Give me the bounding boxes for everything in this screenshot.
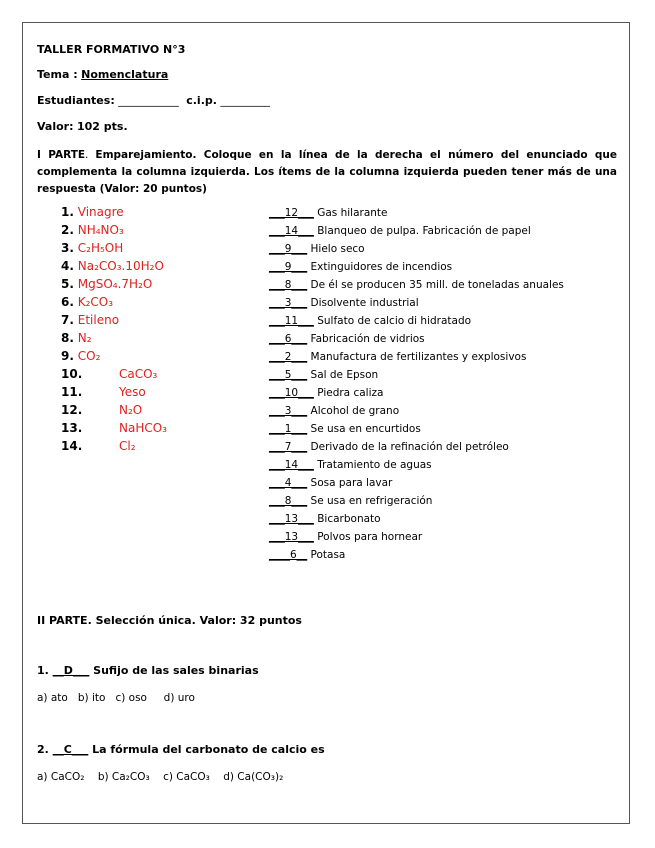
right-item-3: ___9___ Hielo seco (269, 243, 365, 255)
right-item-18: ___13___ Bicarbonato (269, 513, 381, 525)
tema-value: Nomenclatura (81, 68, 169, 81)
part2-heading-line (37, 614, 302, 627)
option: c) oso (115, 692, 147, 704)
question-1-answer: __D___ (52, 664, 90, 677)
valor-line (37, 120, 128, 133)
right-item-9: ___2___ Manufactura de fertilizantes y explosivos (269, 351, 527, 363)
right-item-5: ___8___ De él se producen 35 mill. de toneladas anuales (269, 279, 564, 291)
left-item-9: 9. CO₂ (61, 349, 101, 363)
left-item-12: 12. N₂O (61, 403, 143, 417)
left-item-2: 2. NH₄NO₃ (61, 223, 124, 237)
worksheet-title: TALLER FORMATIVO N°3 (37, 43, 186, 56)
right-item-8: ___6___ Fabricación de vidrios (269, 333, 425, 345)
left-item-10: 10. CaCO₃ (61, 367, 158, 381)
left-item-1: 1. Vinagre (61, 205, 124, 219)
right-item-6: ___3___ Disolvente industrial (269, 297, 419, 309)
right-item-2: ___14___ Blanqueo de pulpa. Fabricación de papel (269, 225, 531, 237)
question-1-text: Sufijo de las sales binarias (93, 664, 259, 677)
right-item-19: ___13___ Polvos para hornear (269, 531, 423, 543)
option: d) Ca(CO₃)₂ (223, 771, 284, 783)
option: b) ito (77, 692, 106, 704)
right-item-15: ___14___ Tratamiento de aguas (269, 459, 432, 471)
valor-label: Valor: (37, 120, 74, 133)
question-2-options (37, 771, 283, 783)
tema-line (37, 68, 168, 81)
left-item-4: 4. Na₂CO₃.10H₂O (61, 259, 164, 273)
question-2-text: La fórmula del carbonato de calcio es (92, 743, 325, 756)
right-item-12: ___3___ Alcohol de grano (269, 405, 400, 417)
option: d) uro (163, 692, 195, 704)
right-item-7: ___11___ Sulfato de calcio di hidratado (269, 315, 472, 327)
left-item-13: 13. NaHCO₃ (61, 421, 167, 435)
right-item-20: ____6__ Potasa (269, 549, 346, 561)
right-item-13: ___1___ Se usa en encurtidos (269, 423, 421, 435)
right-item-4: ___9___ Extinguidores de incendios (269, 261, 453, 273)
left-item-6: 6. K₂CO₃ (61, 295, 114, 309)
left-item-11: 11. Yeso (61, 385, 146, 399)
left-item-5: 5. MgSO₄.7H₂O (61, 277, 153, 291)
option: a) CaCO₂ (37, 771, 85, 783)
tema-label: Tema : (37, 68, 78, 81)
right-item-10: ___5___ Sal de Epson (269, 369, 379, 381)
option: c) CaCO₃ (163, 771, 210, 783)
question-1: 1. __D___ Sufijo de las sales binarias (37, 664, 259, 677)
left-item-8: 8. N₂ (61, 331, 92, 345)
cip-label: c.i.p. (186, 94, 217, 107)
estudiantes-line (37, 94, 270, 107)
part1-sep: . (85, 149, 96, 161)
right-item-11: ___10___ Piedra caliza (269, 387, 384, 399)
estudiantes-label: Estudiantes: (37, 94, 115, 107)
part1-instructions (37, 147, 617, 198)
left-item-14: 14. Cl₂ (61, 439, 136, 453)
cip-blank: _________ (220, 94, 270, 107)
option: b) Ca₂CO₃ (97, 771, 150, 783)
right-item-16: ___4___ Sosa para lavar (269, 477, 393, 489)
part1-instructions-text: Emparejamiento. Coloque en la línea de la derecha el número del enunciado que complementa la columna izquierda. Los ítems de la columna izquierda pueden tener más de una respuesta (Valor: 20 puntos) (37, 149, 617, 195)
question-2-answer: __C___ (52, 743, 89, 756)
valor-value: 102 pts. (77, 120, 128, 133)
right-item-17: ___8___ Se usa en refrigeración (269, 495, 433, 507)
part2-heading: II PARTE (37, 614, 88, 627)
right-item-14: ___7___ Derivado de la refinación del petróleo (269, 441, 509, 453)
left-item-7: 7. Etileno (61, 313, 120, 327)
part2-rest: . Selección única. Valor: 32 puntos (87, 614, 302, 627)
right-item-1: ___12___ Gas hilarante (269, 207, 388, 219)
part1-heading: I PARTE (37, 149, 86, 161)
estudiantes-blank: ___________ (118, 94, 179, 107)
question-1-options (37, 692, 195, 704)
option: a) ato (37, 692, 68, 704)
question-2: 2. __C___ La fórmula del carbonato de calcio es (37, 743, 325, 756)
left-item-3: 3. C₂H₅OH (61, 241, 124, 255)
